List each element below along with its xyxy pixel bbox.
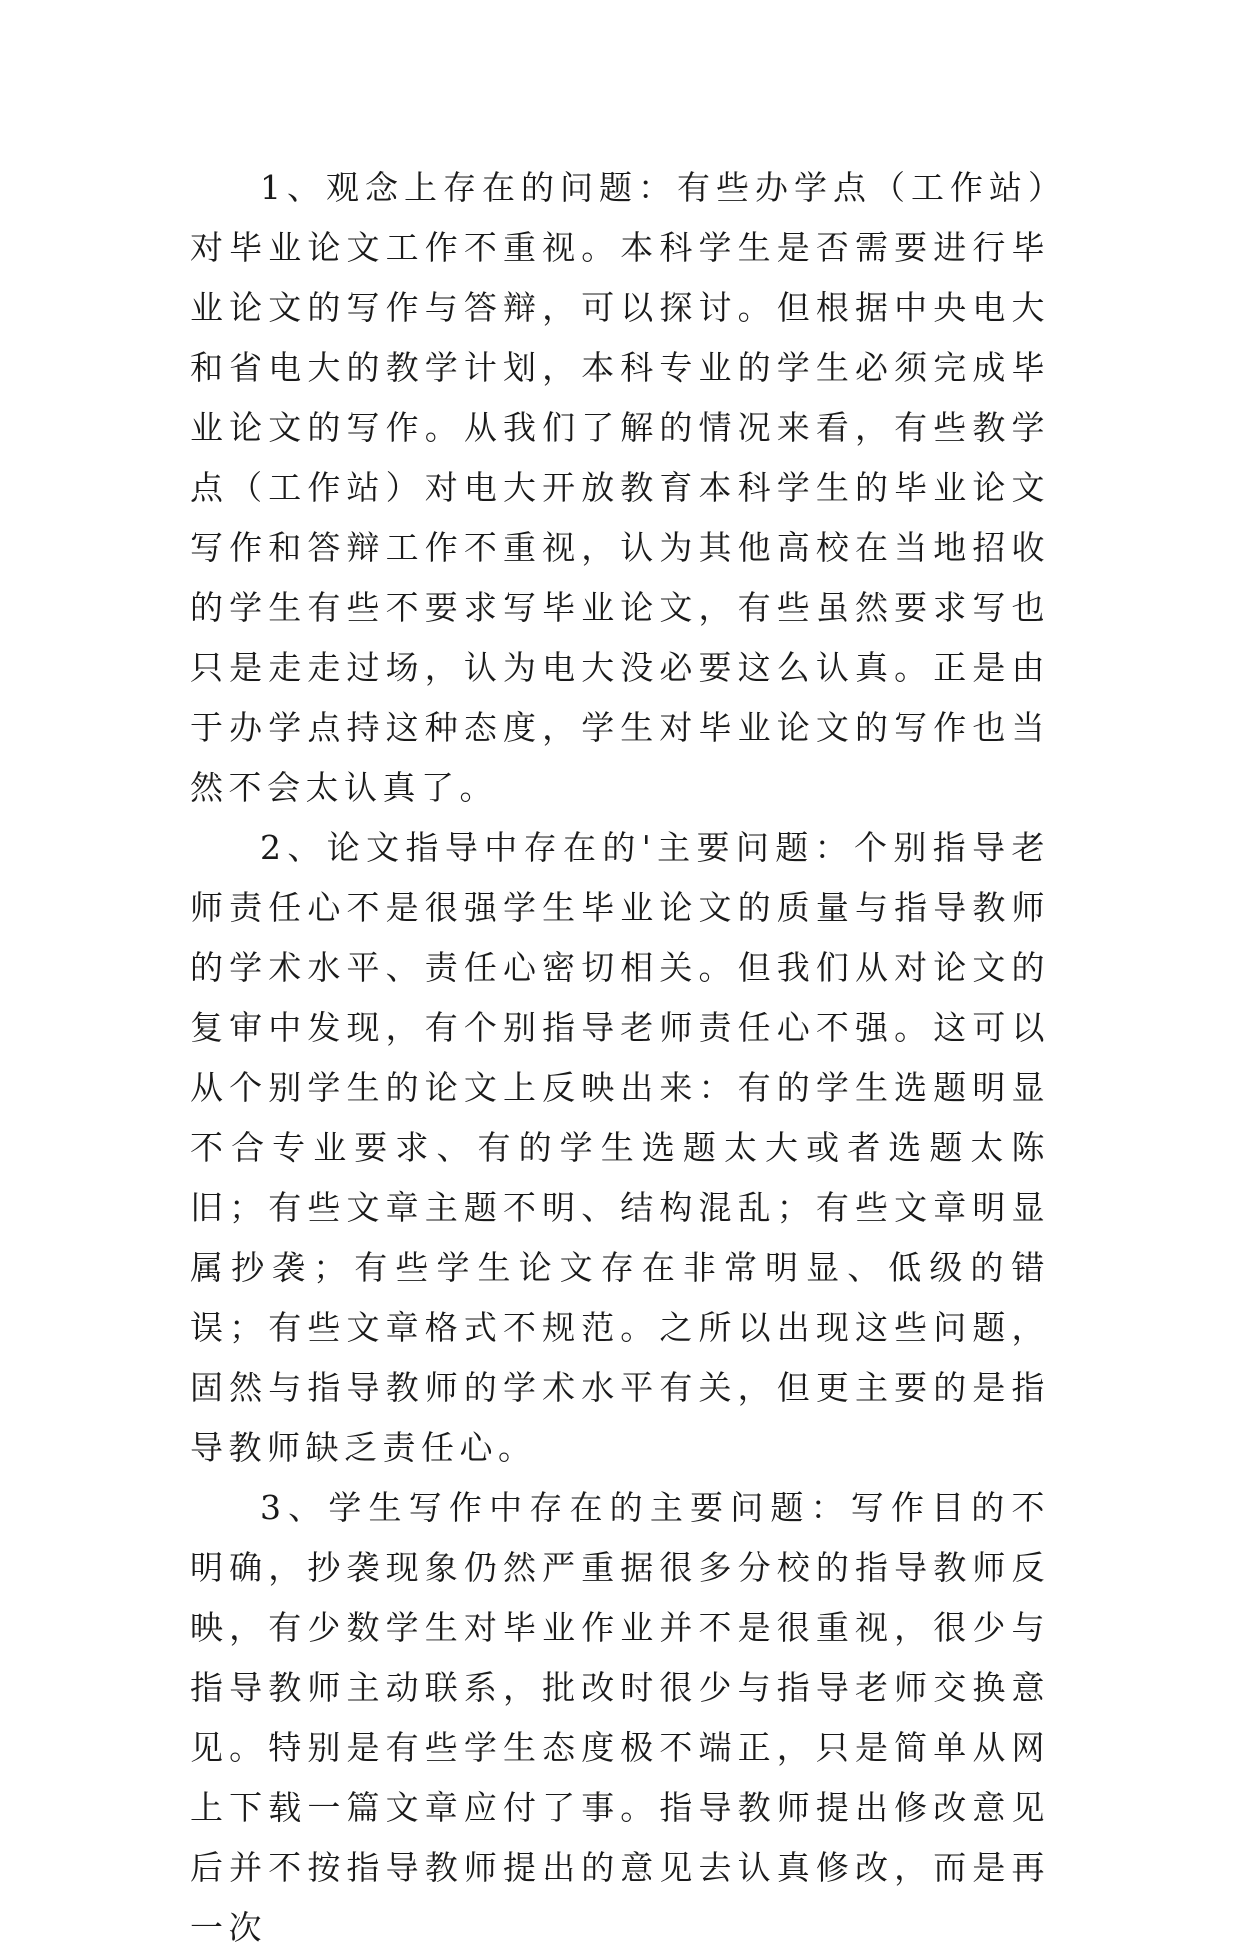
paragraph-writing-issues: 3、学生写作中存在的主要问题：写作目的不明确，抄袭现象仍然严重据很多分校的指导教师反映，有少数学生对毕业作业并不是很重视，很少与指导教师主动联系，批改时很少与指导老师交换意见。特别是有些学生态度极不端正，只是简单从网上下载一篇文章应付了事。指导教师提出修改意见后并不按指导教师提出的意见去认真修改，而是再一次: [190, 1488, 1050, 1947]
paragraph-concept-issues: 1、观念上存在的问题：有些办学点（工作站）对毕业论文工作不重视。本科学生是否需要进行毕业论文的写作与答辩，可以探讨。但根据中央电大和省电大的教学计划，本科专业的学生必须完成毕业论文的写作。从我们了解的情况来看，有些教学点（工作站）对电大开放教育本科学生的毕业论文写作和答辩工作不重视，认为其他高校在当地招收的学生有些不要求写毕业论文，有些虽然要求写也只是走走过场，认为电大没必要这么认真。正是由于办学点持这种态度，学生对毕业论文的写作也当然不会太认真了。: [190, 168, 1050, 807]
paragraph-guidance-issues: 2、论文指导中存在的'主要问题：个别指导老师责任心不是很强学生毕业论文的质量与指导教师的学术水平、责任心密切相关。但我们从对论文的复审中发现，有个别指导老师责任心不强。这可以从个别学生的论文上反映出来：有的学生选题明显不合专业要求、有的学生选题太大或者选题太陈旧；有些文章主题不明、结构混乱；有些文章明显属抄袭；有些学生论文存在非常明显、低级的错误；有些文章格式不规范。之所以出现这些问题，固然与指导教师的学术水平有关，但更主要的是指导教师缺乏责任心。: [190, 828, 1050, 1467]
document-body: [190, 158, 1050, 1958]
